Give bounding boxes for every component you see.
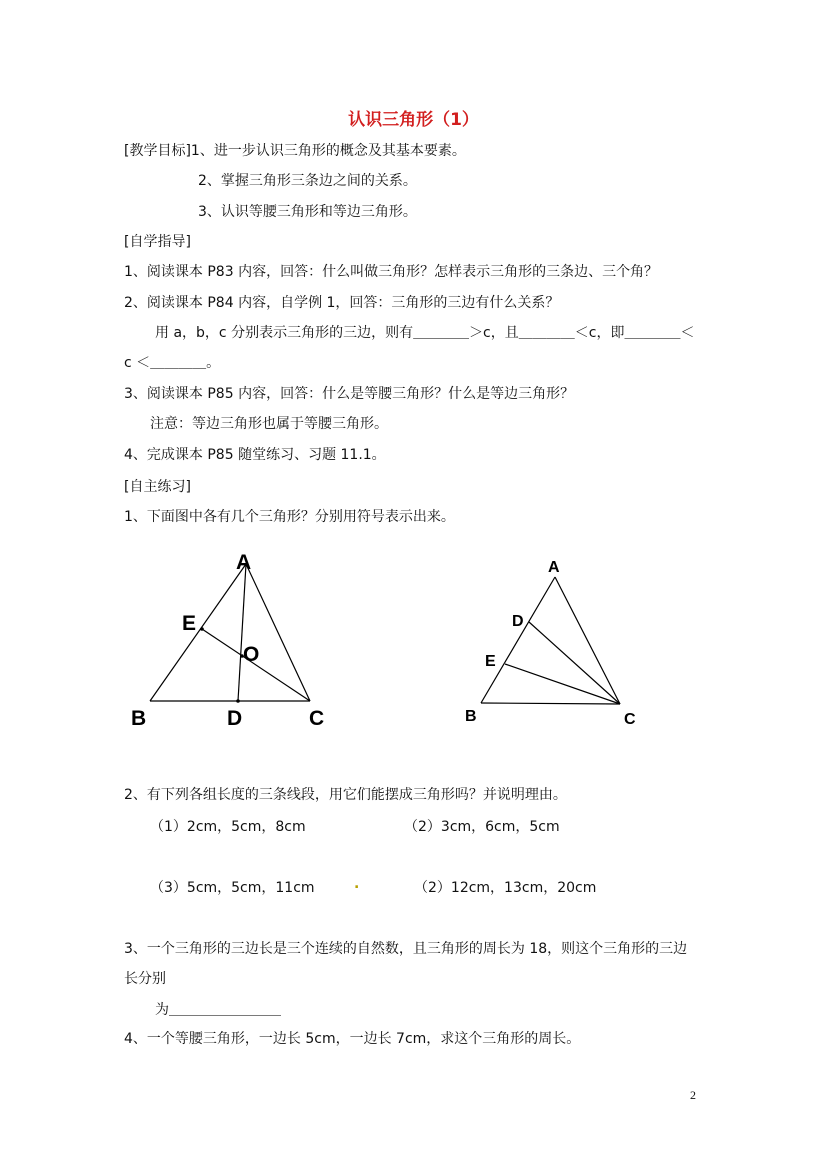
objective-1: [教学目标]1、进一步认识三角形的概念及其基本要素。 [124, 143, 466, 159]
label-b: B [131, 707, 147, 730]
page-number: 2 [690, 1088, 696, 1102]
side-bc [481, 703, 620, 704]
label-e: E [182, 612, 197, 635]
practice-p1: 1、下面图中各有几个三角形？分别用符号表示出来。 [124, 509, 455, 525]
practice-p2-a: （1）2cm，5cm，8cm [150, 819, 306, 835]
label-b: B [465, 708, 477, 725]
cevian-ad [238, 564, 246, 701]
label-d: D [227, 707, 243, 730]
label-d: D [512, 613, 524, 630]
self-study-q2-line2: c ＜＿＿＿＿。 [124, 355, 221, 371]
segment-dc [529, 622, 620, 704]
label-c: C [309, 707, 325, 730]
practice-p3-line1: 3、一个三角形的三边长是三个连续的自然数，且三角形的周长为 18，则这个三角形的三边 [124, 941, 688, 957]
figure-triangle-abc-two-lines [455, 550, 655, 735]
objective-3: 3、认识等腰三角形和等边三角形。 [198, 204, 417, 220]
page-title: 认识三角形（1） [348, 110, 479, 130]
self-study-q3-note: 注意：等边三角形也属于等腰三角形。 [150, 416, 388, 432]
side-ab [150, 564, 246, 701]
label-c: C [624, 711, 636, 728]
practice-p2-b: （2）3cm，6cm，5cm [404, 819, 560, 835]
self-study-q2-line1: 用 a，b，c 分别表示三角形的三边，则有＿＿＿＿＞c，且＿＿＿＿＜c，即＿＿＿＿＜ [155, 325, 695, 341]
label-e: E [485, 653, 496, 670]
label-a: A [236, 551, 252, 574]
self-study-q3: 3、阅读课本 P85 内容，回答：什么是等腰三角形？什么是等边三角形？ [124, 386, 575, 402]
practice-p3-line2: 长分别 [124, 971, 166, 987]
self-study-q2: 2、阅读课本 P84 内容，自学例 1，回答：三角形的三边有什么关系？ [124, 295, 560, 311]
side-ab [481, 577, 555, 703]
practice-p2-d: （2）12cm，13cm，20cm [414, 880, 597, 896]
practice-p2: 2、有下列各组长度的三条线段，用它们能摆成三角形吗？并说明理由。 [124, 787, 567, 803]
objective-2: 2、掌握三角形三条边之间的关系。 [198, 173, 417, 189]
side-ac [246, 564, 310, 701]
label-o: O [243, 643, 260, 666]
stray-dot: . [354, 876, 360, 892]
figure-triangle-abc-with-cevians [120, 540, 350, 740]
practice-p4: 4、一个等腰三角形，一边长 5cm，一边长 7cm，求这个三角形的周长。 [124, 1031, 581, 1047]
practice-header: [自主练习] [124, 479, 191, 495]
practice-p2-c: （3）5cm，5cm，11cm [150, 880, 315, 896]
label-a: A [548, 559, 560, 576]
practice-p3-line3: 为＿＿＿＿＿＿＿＿ [155, 1002, 281, 1018]
self-study-header: [自学指导] [124, 234, 191, 250]
self-study-q4: 4、完成课本 P85 随堂练习、习题 11.1。 [124, 447, 386, 463]
self-study-q1: 1、阅读课本 P83 内容，回答：什么叫做三角形？怎样表示三角形的三条边、三个角？ [124, 264, 659, 280]
